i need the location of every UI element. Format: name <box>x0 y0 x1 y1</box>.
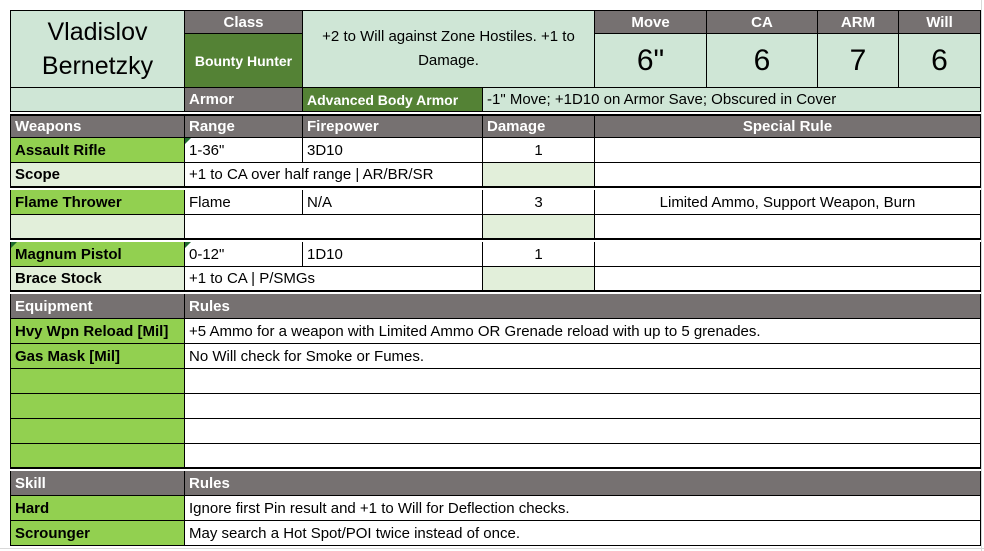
equipment-header[interactable]: Equipment <box>10 294 185 319</box>
equipment-rule[interactable] <box>185 394 981 419</box>
stat-move-value[interactable]: 6" <box>595 34 707 88</box>
equipment-name[interactable]: Gas Mask [Mil] <box>10 344 185 369</box>
weapon-accessory-note[interactable]: +1 to CA | P/SMGs <box>185 267 483 292</box>
character-name[interactable] <box>10 10 185 88</box>
weapon-firepower[interactable]: 1D10 <box>303 242 483 267</box>
weapon-special[interactable]: Limited Ammo, Support Weapon, Burn <box>595 190 981 215</box>
weapons-special-header[interactable]: Special Rule <box>595 114 981 138</box>
stat-arm-label[interactable]: ARM <box>818 10 899 34</box>
skill-rules-header[interactable]: Rules <box>185 471 981 496</box>
equipment-rule[interactable]: No Will check for Smoke or Fumes. <box>185 344 981 369</box>
weapon-special[interactable] <box>595 138 981 163</box>
stat-ca-value[interactable]: 6 <box>707 34 818 88</box>
gridline <box>0 548 984 549</box>
weapon-range[interactable]: 0-12" <box>185 242 303 267</box>
stat-move-label[interactable]: Move <box>595 10 707 34</box>
weapon-damage[interactable]: 1 <box>483 138 595 163</box>
weapon-damage[interactable]: 3 <box>483 190 595 215</box>
equipment-name[interactable] <box>10 369 185 394</box>
class-value[interactable]: Bounty Hunter <box>185 34 303 88</box>
class-rule[interactable]: +2 to Will against Zone Hostiles. +1 to Damage. <box>303 10 595 88</box>
equipment-rule[interactable]: +5 Ammo for a weapon with Limited Ammo OR Grenade reload with up to 5 grenades. <box>185 319 981 344</box>
weapon-accessory-name[interactable]: Scope <box>10 163 185 188</box>
weapon-accessory-special[interactable] <box>595 267 981 292</box>
equipment-name[interactable] <box>10 419 185 444</box>
character-name-line1: Vladislov <box>47 18 148 46</box>
equipment-rule[interactable] <box>185 419 981 444</box>
weapon-accessory-special[interactable] <box>595 215 981 240</box>
stat-arm-value[interactable]: 7 <box>818 34 899 88</box>
skill-name[interactable]: Scrounger <box>10 521 185 546</box>
weapon-range[interactable]: 1-36" <box>185 138 303 163</box>
character-name-line2: Bernetzky <box>41 52 154 80</box>
armor-rule[interactable]: -1" Move; +1D10 on Armor Save; Obscured in Cover <box>483 88 981 112</box>
skill-header[interactable]: Skill <box>10 471 185 496</box>
weapons-range-header[interactable]: Range <box>185 114 303 138</box>
weapons-firepower-header[interactable]: Firepower <box>303 114 483 138</box>
stat-will-label[interactable]: Will <box>899 10 981 34</box>
weapon-accessory-note[interactable]: +1 to CA over half range | AR/BR/SR <box>185 163 483 188</box>
weapon-special[interactable] <box>595 242 981 267</box>
weapon-accessory-name[interactable]: Brace Stock <box>10 267 185 292</box>
stat-ca-label[interactable]: CA <box>707 10 818 34</box>
weapon-name[interactable]: Assault Rifle <box>10 138 185 163</box>
weapon-accessory-damage[interactable] <box>483 215 595 240</box>
weapon-damage[interactable]: 1 <box>483 242 595 267</box>
armor-blank[interactable] <box>10 88 185 112</box>
weapon-accessory-name[interactable] <box>10 215 185 240</box>
weapon-name[interactable]: Flame Thrower <box>10 190 185 215</box>
armor-label[interactable]: Armor <box>185 88 303 112</box>
weapon-accessory-damage[interactable] <box>483 267 595 292</box>
class-header[interactable]: Class <box>185 10 303 34</box>
weapon-accessory-note[interactable] <box>185 215 483 240</box>
gridline <box>981 0 982 551</box>
weapon-firepower[interactable]: 3D10 <box>303 138 483 163</box>
skill-rule[interactable]: May search a Hot Spot/POI twice instead of once. <box>185 521 981 546</box>
armor-name[interactable]: Advanced Body Armor <box>303 88 483 112</box>
equipment-name[interactable] <box>10 444 185 469</box>
weapon-accessory-special[interactable] <box>595 163 981 188</box>
weapon-name[interactable]: Magnum Pistol <box>10 242 185 267</box>
equipment-name[interactable] <box>10 394 185 419</box>
weapon-firepower[interactable]: N/A <box>303 190 483 215</box>
skill-name[interactable]: Hard <box>10 496 185 521</box>
equipment-rule[interactable] <box>185 369 981 394</box>
equipment-rules-header[interactable]: Rules <box>185 294 981 319</box>
equipment-name[interactable]: Hvy Wpn Reload [Mil] <box>10 319 185 344</box>
weapon-accessory-damage[interactable] <box>483 163 595 188</box>
weapons-damage-header[interactable]: Damage <box>483 114 595 138</box>
skill-rule[interactable]: Ignore first Pin result and +1 to Will for Deflection checks. <box>185 496 981 521</box>
equipment-rule[interactable] <box>185 444 981 469</box>
weapon-range[interactable]: Flame <box>185 190 303 215</box>
weapons-header[interactable]: Weapons <box>10 114 185 138</box>
stat-will-value[interactable]: 6 <box>899 34 981 88</box>
